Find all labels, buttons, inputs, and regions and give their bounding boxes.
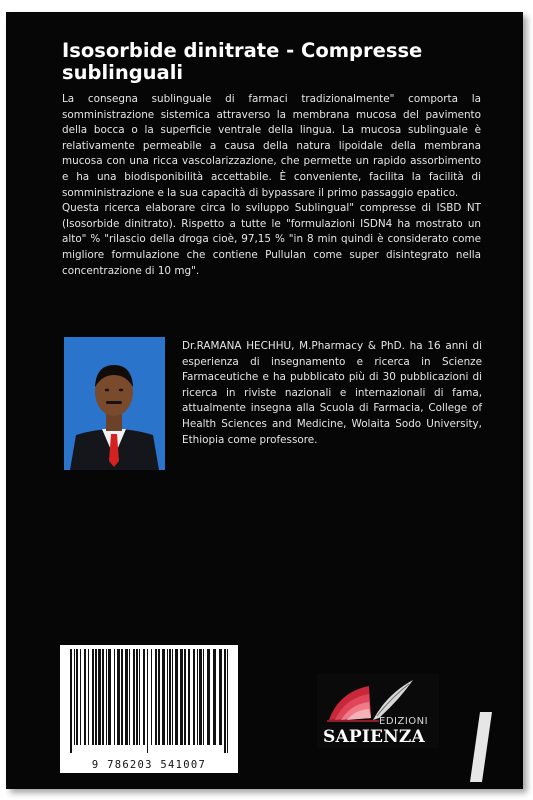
barcode-bar xyxy=(88,649,89,745)
barcode-bar xyxy=(158,649,160,745)
author-bio: Dr.RAMANA HECHHU, M.Pharmacy & PhD. ha 16 anni di esperienza di insegnamento e ricerca in Scienze Farmaceutiche e ha pubblicato più di 30 pubblicazioni di ricerca in riviste nazionali e internazionali di fama, attualmente insegna alla Scuola di Farmacia, College of Health Sciences and Medicine, Wolaita Sodo University, Ethiopia come professore. xyxy=(182,340,482,446)
barcode-bar xyxy=(227,649,228,753)
barcode-bar xyxy=(143,649,145,745)
barcode-bar xyxy=(139,649,140,745)
publisher-sapienza: SAPIENZA xyxy=(323,727,425,747)
barcode-bar xyxy=(74,649,75,745)
barcode-bar xyxy=(125,649,128,745)
book-back-cover xyxy=(6,12,523,789)
barcode-bar xyxy=(167,649,168,745)
barcode-bar xyxy=(121,649,123,745)
barcode-bars xyxy=(60,649,238,759)
barcode-bar xyxy=(76,649,78,745)
barcode-bar xyxy=(136,649,138,745)
barcode-bar xyxy=(108,649,111,745)
barcode-bar xyxy=(197,649,198,745)
barcode-bar xyxy=(199,649,202,745)
publisher-logo xyxy=(317,674,439,748)
barcode-bar xyxy=(84,649,86,745)
barcode-bar xyxy=(175,649,178,745)
barcode-bar xyxy=(80,649,81,745)
book-description xyxy=(62,92,481,279)
barcode-bar xyxy=(114,649,115,745)
barcode-bar xyxy=(203,649,204,745)
decorative-stripe-icon xyxy=(462,712,502,782)
barcode-bar xyxy=(147,649,148,753)
author-portrait-icon xyxy=(64,337,165,470)
publisher-edizioni: EDIZIONI xyxy=(379,716,429,727)
barcode-bar xyxy=(117,649,120,745)
author-photo xyxy=(64,337,165,470)
barcode-bar xyxy=(92,649,94,745)
book-title: Isosorbide dinitrate - Compresse sublinguali xyxy=(62,39,423,84)
barcode-bar xyxy=(129,649,130,745)
description-paragraph-1: La consegna sublinguale di farmaci tradizionalmente" comporta la somministrazione sistemica attraverso la membrana mucosa del pavimento della bocca o la superficie ventrale della lingua. La mucosa sublinguale è relativamente permeabile a causa della natura lipoidale della membrana mucosa con una ricca vascolarizzazione, che permette un rapido assorbimento e ha una biodisponibilità accettabile. È conveniente, facilita la facilità di somministrazione e la sua capacità di bypassare il primo passaggio epatico. xyxy=(62,93,481,199)
barcode-bar xyxy=(106,649,107,745)
barcode-bar xyxy=(224,649,226,753)
barcode-bar xyxy=(70,649,72,753)
barcode-bar xyxy=(102,649,104,745)
barcode-bar xyxy=(155,649,157,745)
barcode-bar xyxy=(188,649,190,745)
barcode-bar xyxy=(219,649,222,745)
barcode-bar xyxy=(180,649,183,745)
isbn-barcode xyxy=(60,645,238,773)
barcode-bar xyxy=(207,649,210,745)
barcode-bar xyxy=(193,649,195,745)
barcode-bar xyxy=(184,649,186,745)
barcode-bar xyxy=(133,649,135,745)
barcode-bar xyxy=(169,649,171,745)
barcode-bar xyxy=(213,649,216,745)
barcode-bar xyxy=(98,649,101,745)
isbn-digits: 9 786203 541007 xyxy=(91,759,207,771)
barcode-bar xyxy=(95,649,97,745)
barcode-bar xyxy=(162,649,165,745)
barcode-bar xyxy=(172,649,173,745)
description-paragraph-2: Questa ricerca elaborare circa lo sviluppo Sublingual" compresse di ISBD NT (Isosorbide dinitrato). Rispetto a tutte le "formulazioni ISDN4 ha mostrato un alto" % "rilascio della droga cioè, 97,15 % "in 8 min quindi è considerato come migliore formulazione che contiene Pullulan come super disintegrato nella concentrazione di 10 mg". xyxy=(62,202,481,277)
barcode-bar xyxy=(151,649,152,745)
